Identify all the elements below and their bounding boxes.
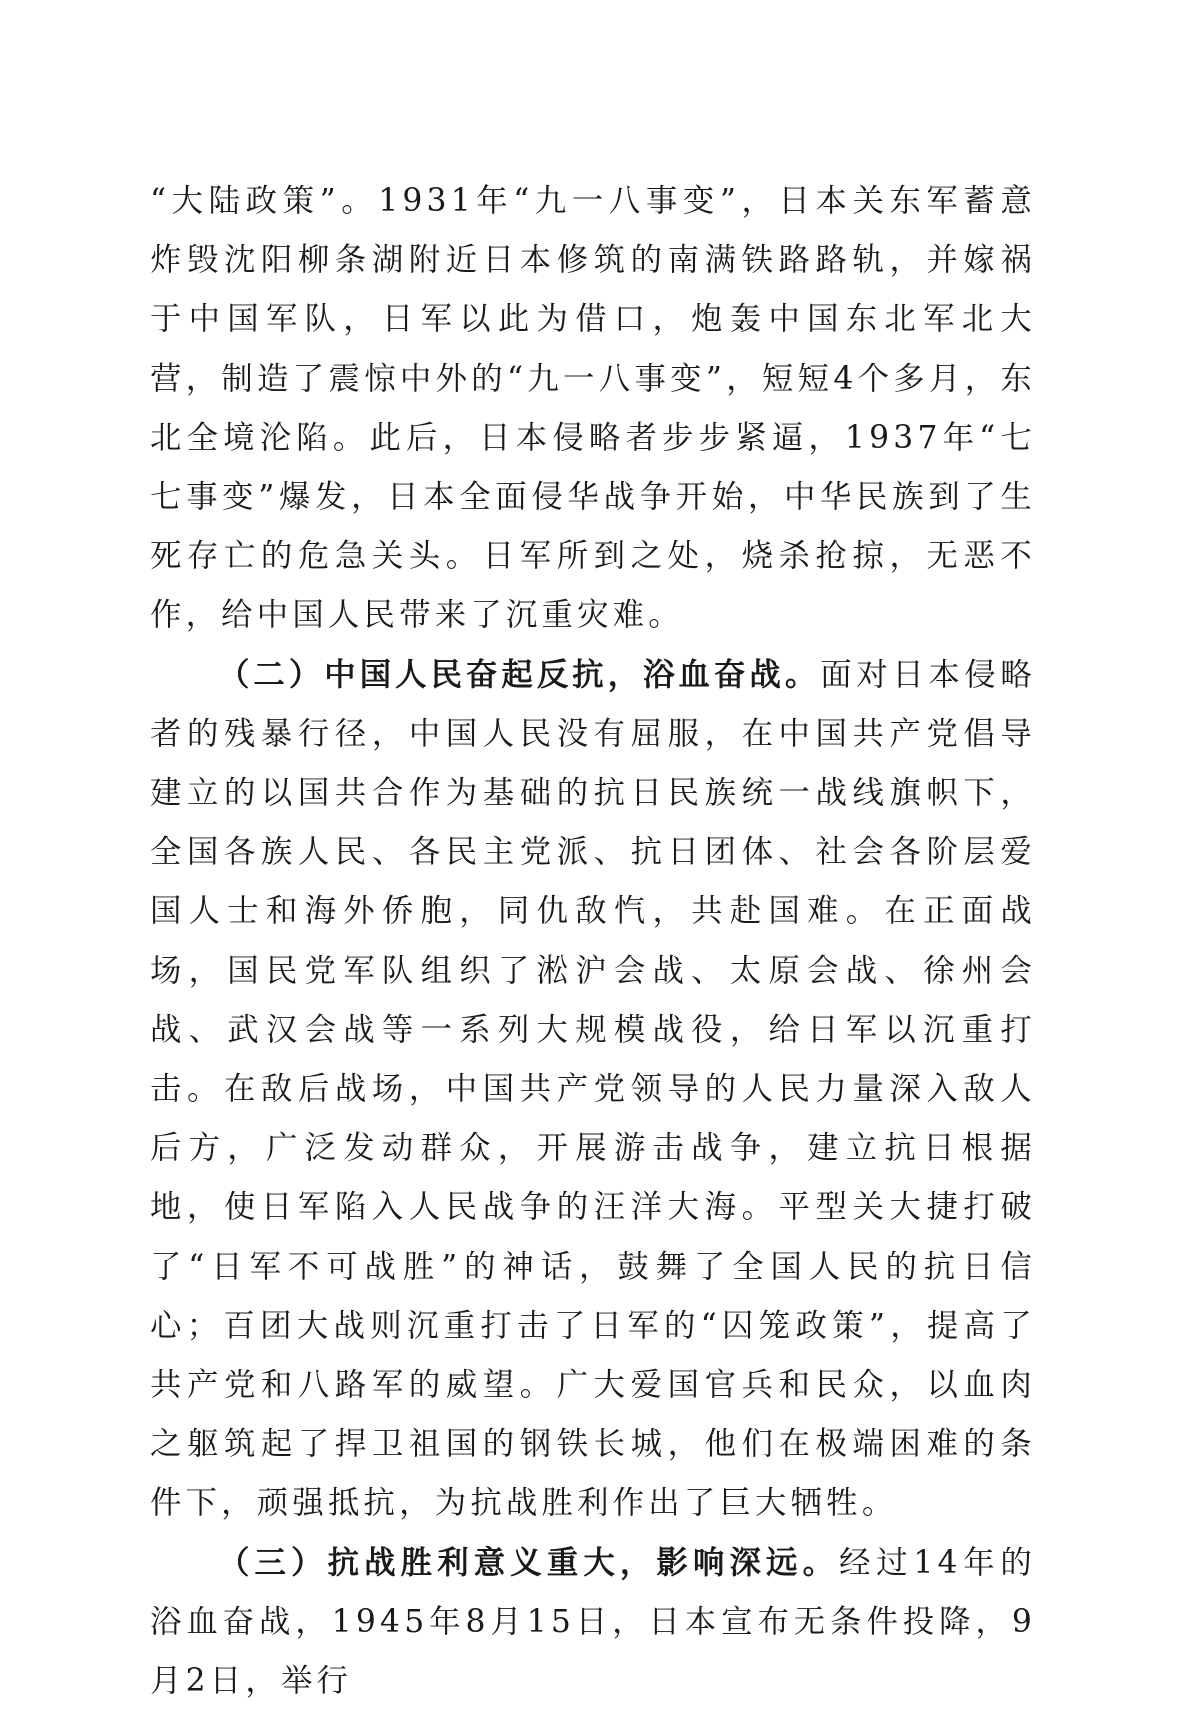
paragraph-2-text: 面对日本侵略者的残暴行径，中国人民没有屈服，在中国共产党倡导建立的以国共合作为基础的抗日民族统一战线旗帜下，全国各族人民、各民主党派、抗日团体、社会各阶层爱国人士和海外侨胞，同仇敌忾，共赴国难。在正面战场，国民党军队组织了淞沪会战、太原会战、徐州会战、武汉会战等一系列大规模战役，给日军以沉重打击。在敌后战场，中国共产党领导的人民力量深入敌人后方，广泛发动群众，开展游击战争，建立抗日根据地，使日军陷入人民战争的汪洋大海。平型关大捷打破了“日军不可战胜”的神话，鼓舞了全国人民的抗日信心；百团大战则沉重打击了日军的“囚笼政策”，提高了共产党和八路军的威望。广大爱国官兵和民众，以血肉之躯筑起了捍卫祖国的钢铁长城，他们在极端困难的条件下，顽强抵抗，为抗战胜利作出了巨大牺牲。 [150,656,1037,1522]
document-body [150,172,1036,1711]
paragraph-3-text: 经过14年的浴血奋战，1945年8月15日，日本宣布无条件投降，9月2日，举行 [150,1544,1036,1700]
paragraph-3-heading: （三）抗战胜利意义重大，影响深远。 [218,1544,840,1581]
paragraph-3 [150,1534,1036,1711]
paragraph-2 [150,646,1036,1534]
paragraph-1-text: “大陆政策”。1931年“九一八事变”，日本关东军蓄意炸毁沈阳柳条湖附近日本修筑的南满铁路路轨，并嫁祸于中国军队，日军以此为借口，炮轰中国东北军北大营，制造了震惊中外的“九一八事变”，短短4个多月，东北全境沦陷。此后，日本侵略者步步紧逼，1937年“七七事变”爆发，日本全面侵华战争开始，中华民族到了生死存亡的危急关头。日军所到之处，烧杀抢掠，无恶不作，给中国人民带来了沉重灾难。 [150,183,1036,634]
paragraph-1 [150,172,1036,646]
paragraph-2-heading: （二）中国人民奋起反抗，浴血奋战。 [218,656,821,693]
